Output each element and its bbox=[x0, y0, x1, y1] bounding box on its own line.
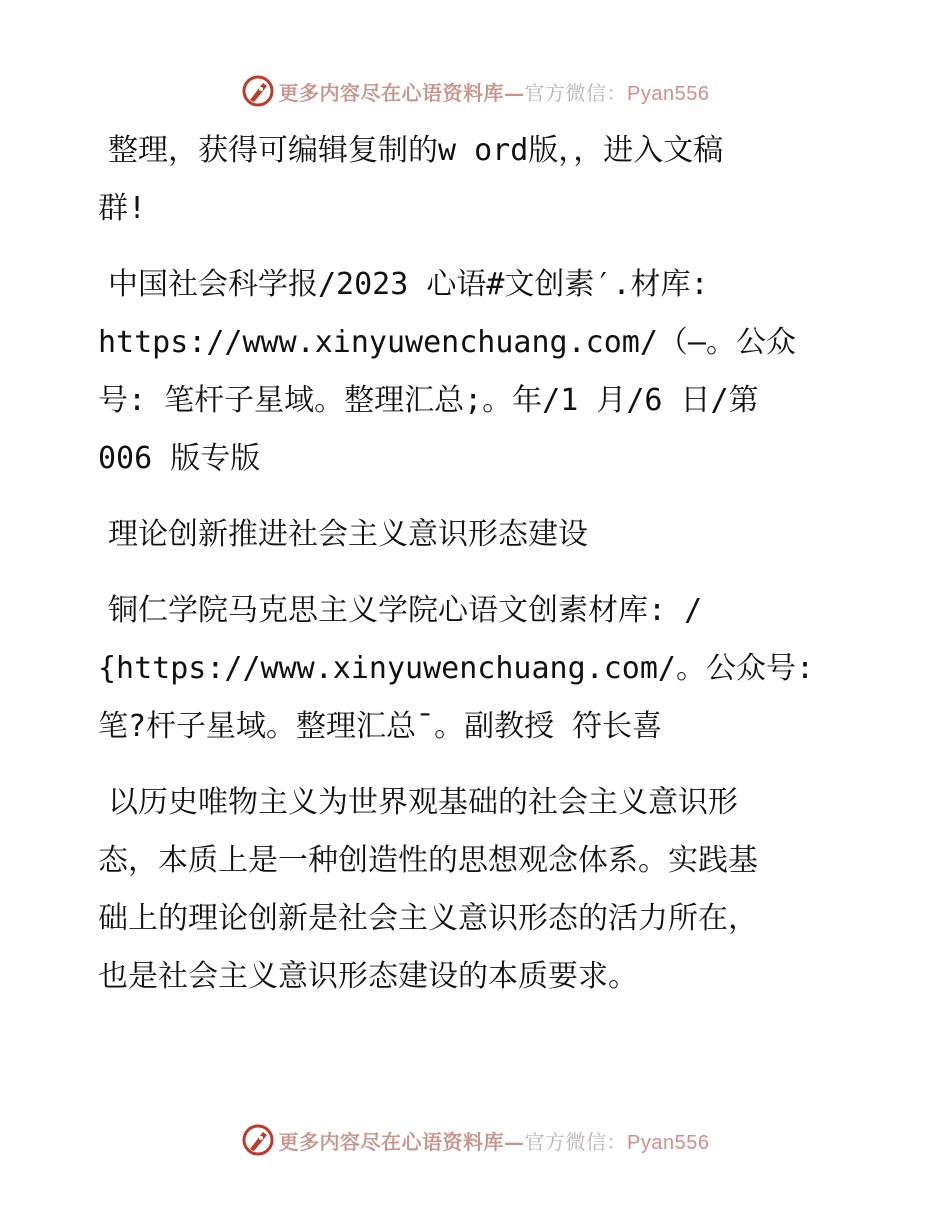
text-line: 笔?杆子星域。整理汇总¯。副教授 符长喜 bbox=[98, 709, 663, 744]
text-line: 整理，获得可编辑复制的w ord版，，进入文稿 bbox=[108, 133, 724, 168]
text-line: 以历史唯物主义为世界观基础的社会主义意识形 bbox=[108, 785, 738, 820]
text-line: 础上的理论创新是社会主义意识形态的活力所在， bbox=[98, 901, 758, 936]
banner-title: 更多内容尽在心语资料库 bbox=[278, 80, 505, 105]
paragraph-author bbox=[98, 582, 858, 756]
banner-account: Pyan556 bbox=[627, 1131, 710, 1154]
article-title bbox=[98, 506, 858, 564]
banner-official-label: 官方微信： bbox=[524, 80, 628, 105]
paragraph-source bbox=[98, 256, 858, 488]
text-line: 号: 笔杆子星域。整理汇总;。年/1 月/6 日/第 bbox=[98, 383, 759, 418]
document-body bbox=[98, 122, 858, 1024]
text-line: 态，本质上是一种创造性的思想观念体系。实践基 bbox=[98, 843, 758, 878]
pen-nib-logo-icon bbox=[241, 74, 275, 108]
banner-title: 更多内容尽在心语资料库 bbox=[278, 1129, 505, 1154]
text-line: 理论创新推进社会主义意识形态建设 bbox=[108, 517, 588, 552]
footer-banner bbox=[0, 1120, 950, 1160]
banner-separator: — bbox=[504, 1129, 525, 1154]
text-line: 群! bbox=[98, 191, 147, 226]
banner-official-label: 官方微信： bbox=[524, 1129, 628, 1154]
banner-separator: — bbox=[504, 80, 525, 105]
text-line: 铜仁学院马克思主义学院心语文创素材库: / bbox=[108, 593, 703, 628]
pen-nib-logo-icon bbox=[241, 1123, 275, 1157]
banner-account: Pyan556 bbox=[627, 82, 710, 105]
text-line: 也是社会主义意识形态建设的本质要求。 bbox=[98, 959, 638, 994]
header-banner bbox=[0, 71, 950, 111]
paragraph-body bbox=[98, 774, 858, 1006]
text-line: https://www.xinyuwenchuang.com/（—。公众 bbox=[98, 325, 796, 360]
text-line: 006 版专版 bbox=[98, 441, 261, 476]
paragraph-intro bbox=[98, 122, 858, 238]
text-line: 中国社会科学报/2023 心语#文创素′.材库: bbox=[108, 267, 709, 302]
text-line: {https://www.xinyuwenchuang.com/。公众号: bbox=[98, 651, 815, 686]
